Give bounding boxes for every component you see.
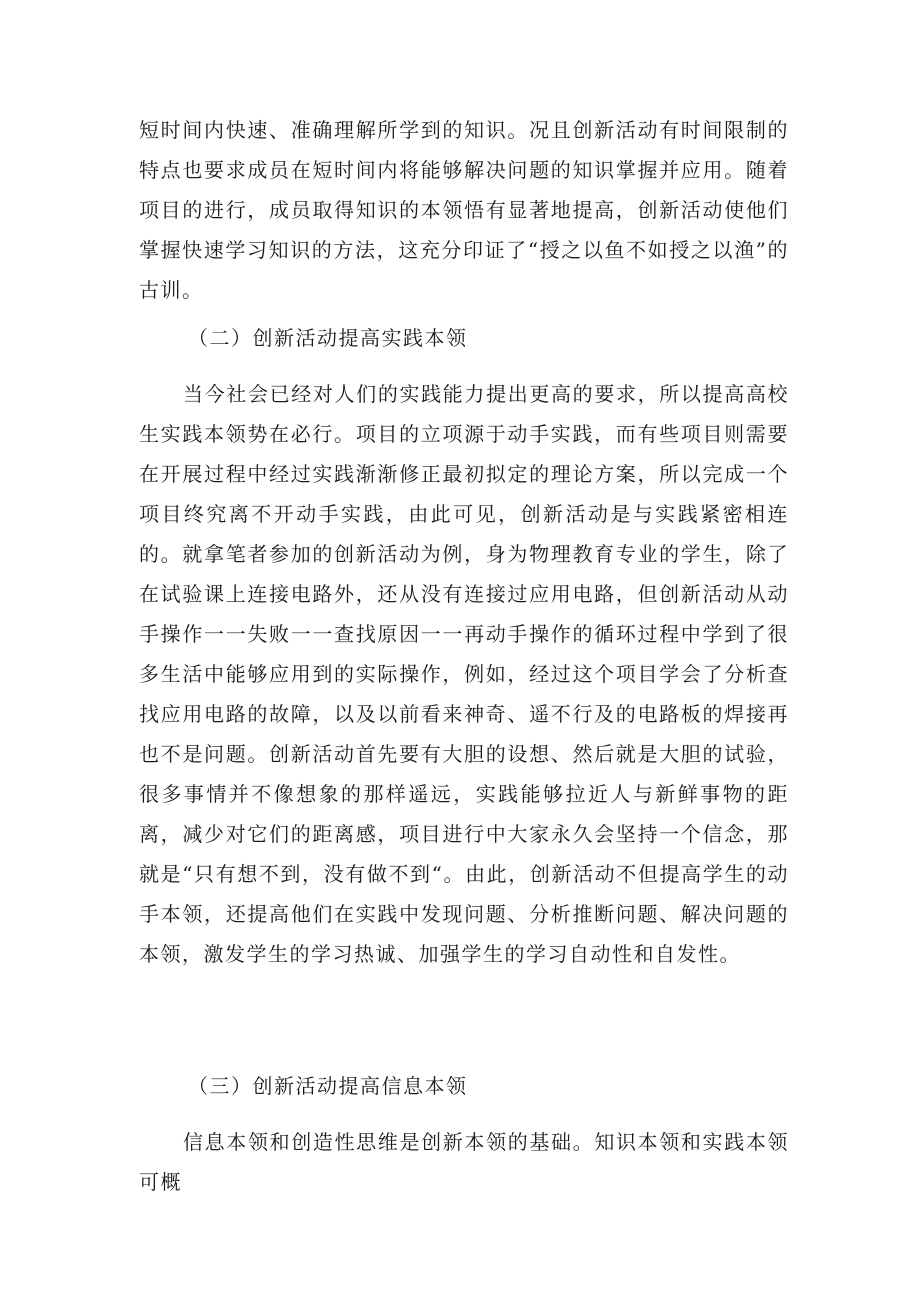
body-paragraph: 短时间内快速、准确理解所学到的知识。况且创新活动有时间限制的特点也要求成员在短时间内将能够解决问题的知识掌握并应用。随着项目的进行，成员取得知识的本领悟有显著地提高，创新活动使他们掌握快速学习知识的方法，这充分印证了“授之以鱼不如授之以渔”的古训。 (139, 118, 789, 302)
section-heading-information: （三）创新活动提高信息本领 (188, 1074, 468, 1098)
body-paragraph-practice: 当今社会已经对人们的实践能力提出更高的要求，所以提高高校生实践本领势在必行。项目的立项源于动手实践，而有些项目则需要在开展过程中经过实践渐渐修正最初拟定的理论方案，所以完成一个项目终究离不开动手实践，由此可见，创新活动是与实践紧密相连的。就拿笔者参加的创新活动为例，身为物理教育专业的学生，除了在试验课上连接电路外，还从没有连接过应用电路，但创新活动从动手操作一一失败一一查找原因一一再动手操作的循环过程中学到了很多生活中能够应用到的实际操作，例如，经过这个项目学会了分析查找应用电路的故障，以及以前看来神奇、遥不行及的电路板的焊接再也不是问题。创新活动首先要有大胆的设想、然后就是大胆的试验，很多事情并不像想象的那样遥远，实践能够拉近人与新鲜事物的距离，减少对它们的距离感，项目进行中大家永久会坚持一个信念，那就是“只有想不到，没有做不到“。由此，创新活动不但提高学生的动手本领，还提高他们在实践中发现问题、分析推断问题、解决问题的本领，激发学生的学习热诚、加强学生的学习自动性和自发性。 (139, 382, 789, 966)
body-paragraph-information: 信息本领和创造性思维是创新本领的基础。知识本领和实践本领可概 (139, 1130, 789, 1194)
section-heading-practice: （二）创新活动提高实践本领 (188, 326, 468, 350)
